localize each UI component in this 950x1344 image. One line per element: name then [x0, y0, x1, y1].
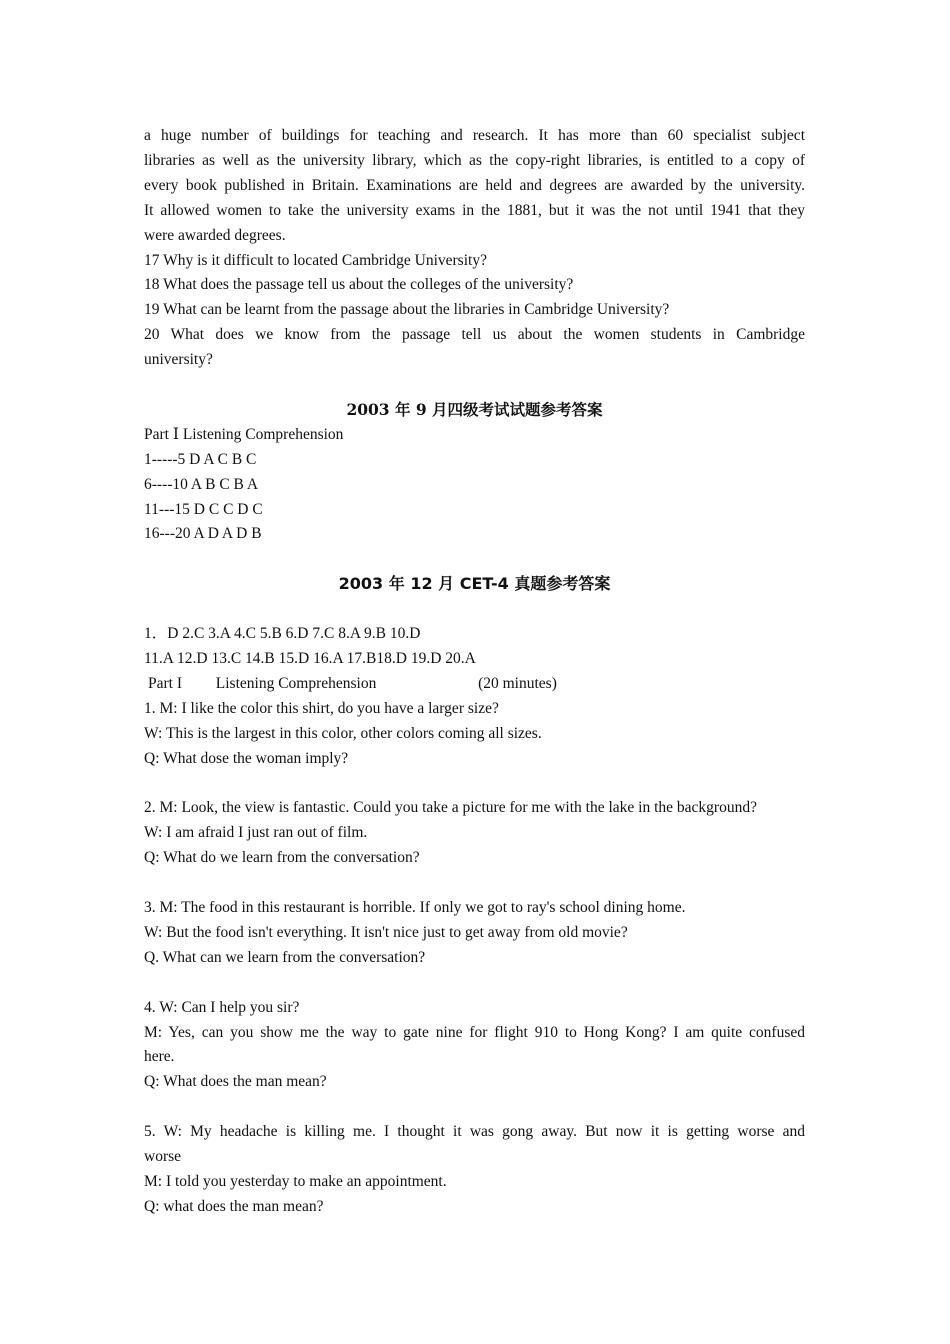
spacer [144, 547, 805, 572]
spacer [144, 971, 805, 996]
question-list [144, 249, 805, 374]
question-item: 19 What can be learnt from the passage about the libraries in Cambridge University? [144, 301, 670, 319]
answer-line: 11.A 12.D 13.C 14.B 15.D 16.A 17.B18.D 19.D 20.A [144, 649, 476, 667]
dialogue-line: W: This is the largest in this color, other colors coming all sizes. [144, 724, 542, 742]
dialogue-line: 2. M: Look, the view is fantastic. Could you take a picture for me with the lake in the background? [144, 799, 757, 817]
spacer [144, 597, 805, 622]
dialogue-line-continuation: worse [144, 1148, 182, 1166]
dialogue-line: W: I am afraid I just ran out of film. [144, 824, 368, 842]
dialogue-question: Q. What can we learn from the conversation? [144, 948, 426, 966]
intro-paragraph [144, 124, 805, 249]
part-time: (20 minutes) [478, 674, 557, 692]
text-line: libraries as well as the university library, which as the copy-right libraries, is entitled to a copy of [144, 151, 805, 169]
answer-line: 16---20 A D A D B [144, 525, 262, 543]
answer-line: 1-----5 D A C B C [144, 450, 257, 468]
section-dec-2003 [144, 572, 805, 1219]
question-item-continuation: university? [144, 351, 213, 369]
spacer [144, 373, 805, 398]
dialogue-question: Q: What does the man mean? [144, 1073, 327, 1091]
dialogue-question: Q: What do we learn from the conversation? [144, 849, 420, 867]
section-title: 2003 年 12 月 CET-4 真题参考答案 [338, 574, 611, 594]
dialogue-question: Q: What dose the woman imply? [144, 749, 349, 767]
answer-line: 11---15 D C C D C [144, 500, 263, 518]
dialogue-4 [144, 996, 805, 1096]
dialogue-question: Q: what does the man mean? [144, 1197, 324, 1215]
dialogue-line: 1. M: I like the color this shirt, do you have a larger size? [144, 699, 499, 717]
spacer [144, 871, 805, 896]
dialogue-line: W: But the food isn't everything. It isn't nice just to get away from old movie? [144, 923, 628, 941]
text-line: every book published in Britain. Examinations are held and degrees are awarded by the university. [144, 176, 805, 194]
dialogue-line: 4. W: Can I help you sir? [144, 998, 300, 1016]
dialogue-2 [144, 796, 805, 871]
question-item: 17 Why is it difficult to located Cambridge University? [144, 251, 487, 269]
answer-line: 1．D 2.C 3.A 4.C 5.B 6.D 7.C 8.A 9.B 10.D [144, 625, 421, 643]
spacer [144, 772, 805, 797]
dialogue-3 [144, 896, 805, 971]
part-name: Listening Comprehension [215, 674, 377, 692]
question-item: 20 What does we know from the passage tell us about the women students in Cambridge [144, 326, 805, 344]
answer-line: 6----10 A B C B A [144, 475, 259, 493]
dialogue-5 [144, 1120, 805, 1220]
document-page [144, 124, 805, 1220]
part-label: Part Ⅰ Listening Comprehension [144, 425, 344, 443]
dialogue-1 [144, 697, 805, 772]
dialogue-line-continuation: here. [144, 1048, 175, 1066]
dialogue-line: M: Yes, can you show me the way to gate nine for flight 910 to Hong Kong? I am quite confused [144, 1023, 805, 1041]
dialogue-line: 5. W: My headache is killing me. I thought it was gong away. But now it is getting worse and [144, 1123, 805, 1141]
part-number: Part I [148, 674, 183, 692]
spacer [144, 1095, 805, 1120]
question-item: 18 What does the passage tell us about the colleges of the university? [144, 276, 574, 294]
section-title: 2003 年 9 月四级考试试题参考答案 [346, 399, 603, 419]
part-header [144, 672, 805, 697]
text-line: a huge number of buildings for teaching and research. It has more than 60 specialist subject [144, 127, 805, 144]
text-line: It allowed women to take the university exams in the 1881, but it was the not until 1941 that they [144, 201, 805, 219]
dialogue-line: 3. M: The food in this restaurant is horrible. If only we got to ray's school dining home. [144, 899, 686, 917]
dialogue-line: M: I told you yesterday to make an appointment. [144, 1172, 447, 1190]
section-sep-2003 [144, 398, 805, 547]
text-line: were awarded degrees. [144, 226, 286, 244]
